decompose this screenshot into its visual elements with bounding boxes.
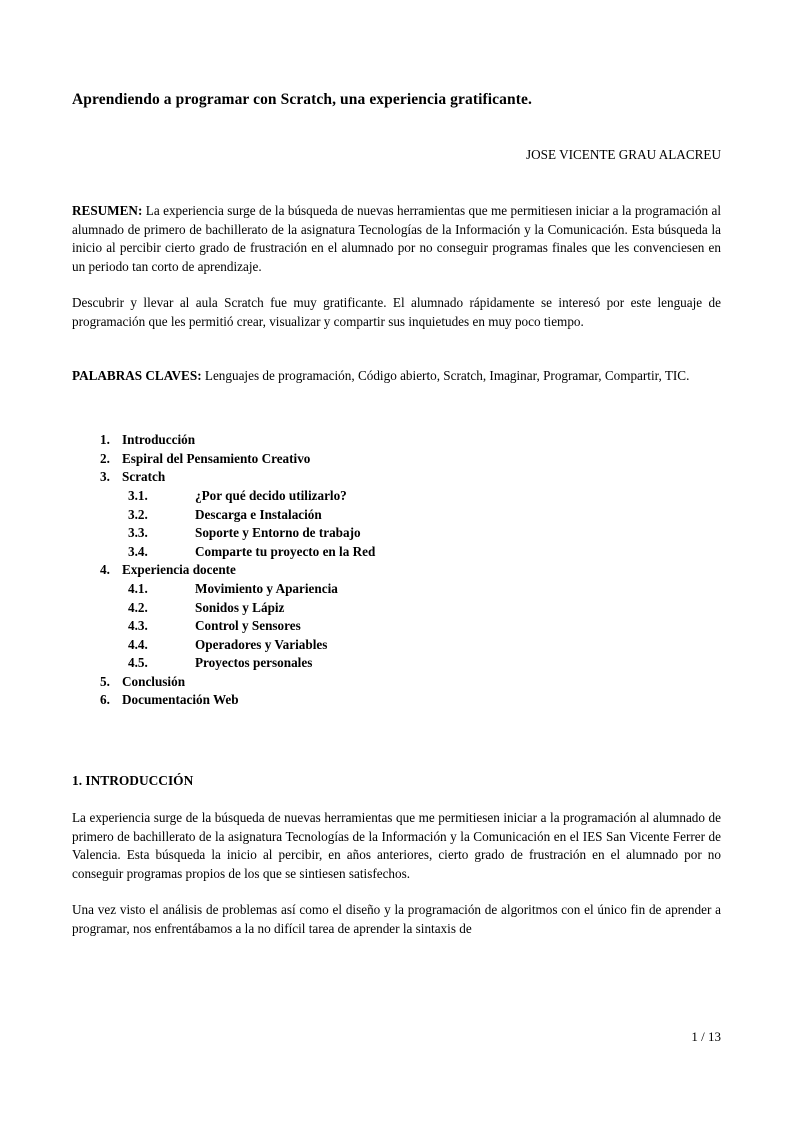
toc-entry[interactable] — [100, 431, 721, 450]
intro-paragraph-2: Una vez visto el análisis de problemas así como el diseño y la programación de algoritmos con el único fin de aprender a programar, nos enfrentábamos a la no difícil tarea de aprender la sintaxis de — [72, 902, 721, 937]
toc-subentry-number: 4.5. — [128, 655, 148, 671]
section-heading-introduccion: 1. INTRODUCCIÓN — [72, 773, 194, 789]
toc-subentry-label: ¿Por qué decido utilizarlo? — [195, 487, 347, 503]
toc-subentry[interactable] — [128, 524, 721, 543]
author-name: JOSE VICENTE GRAU ALACREU — [525, 147, 721, 162]
keywords-paragraph — [72, 332, 721, 386]
toc-entry-label: Documentación Web — [122, 692, 239, 708]
toc-subentry[interactable] — [128, 617, 721, 636]
page-title: Aprendiendo a programar con Scratch, una experiencia gratificante. — [72, 91, 532, 108]
toc-subentry[interactable] — [128, 599, 721, 618]
toc-subentry-number: 4.4. — [128, 636, 148, 652]
toc-entry-number: 4. — [100, 562, 110, 578]
toc-subentry-number: 3.2. — [128, 506, 148, 522]
toc-entry-label: Espiral del Pensamiento Creativo — [122, 450, 311, 466]
toc-entry[interactable] — [100, 468, 721, 487]
toc-subentry-label: Descarga e Instalación — [195, 506, 322, 522]
toc-subentry-label: Operadores y Variables — [195, 636, 328, 652]
intro-paragraph-1: La experiencia surge de la búsqueda de nuevas herramientas que me permitiesen iniciar a la programación al alumnado de primero de bachillerato de la asignatura Tecnologías de la Información y la Comunicación en el IES San Vicente Ferrer de Valencia. Esta búsqueda la inicio al percibir, en años anteriores, cierto grado de frustración en el alumnado por no conseguir programas propios de los que se sintiesen satisfechos. — [72, 810, 721, 881]
toc-entry-label: Experiencia docente — [122, 562, 236, 578]
abstract-paragraph-2: Descubrir y llevar al aula Scratch fue muy gratificante. El alumnado rápidamente se interesó por este lenguaje de programación que les permitió crear, visualizar y compartir sus inquietudes en muy poco tiempo. — [72, 295, 721, 329]
keywords-text: Lenguajes de programación, Código abierto, Scratch, Imaginar, Programar, Compartir, TIC. — [201, 367, 690, 383]
toc-entry[interactable] — [100, 561, 721, 580]
toc-subentry[interactable] — [128, 654, 721, 673]
toc-subentry[interactable] — [128, 506, 721, 525]
abstract-text-1: La experiencia surge de la búsqueda de nuevas herramientas que me permitiesen iniciar a la programación al alumnado de primero de bachillerato de la asignatura Tecnologías de la Información y la Comunicación. Esta búsqueda la inicio al percibir cierto grado de frustración en el alumnado por no conseguir programas finales que les convenciesen en un periodo tan corto de aprendizaje. — [72, 203, 721, 274]
toc-entry-number: 3. — [100, 469, 110, 485]
toc-subentry-label: Soporte y Entorno de trabajo — [195, 525, 361, 541]
page-number-footer: 1 / 13 — [691, 1029, 721, 1044]
abstract-paragraph-1 — [72, 163, 721, 276]
page-content — [72, 0, 721, 939]
toc-subentry-number: 4.3. — [128, 618, 148, 634]
toc-entry-label: Scratch — [122, 469, 166, 485]
toc-entry-label: Conclusión — [122, 673, 186, 689]
toc-subentry-number: 3.1. — [128, 487, 148, 503]
toc-subentry[interactable] — [128, 636, 721, 655]
table-of-contents — [72, 385, 721, 710]
toc-subentry-label: Control y Sensores — [195, 618, 301, 634]
toc-subentry-label: Sonidos y Lápiz — [195, 599, 285, 615]
toc-entry-number: 6. — [100, 692, 110, 708]
abstract-label: RESUMEN: — [72, 203, 143, 218]
toc-entry-number: 5. — [100, 673, 110, 689]
toc-subentry-label: Comparte tu proyecto en la Red — [195, 543, 376, 559]
toc-subentry-number: 4.2. — [128, 599, 148, 615]
toc-subentry[interactable] — [128, 580, 721, 599]
toc-subentry-number: 4.1. — [128, 580, 148, 596]
toc-subentry-label: Movimiento y Apariencia — [195, 580, 338, 596]
toc-entry[interactable] — [100, 673, 721, 692]
toc-entry-label: Introducción — [122, 432, 196, 448]
keywords-label: PALABRAS CLAVES: — [72, 367, 202, 383]
toc-subentry-number: 3.4. — [128, 543, 148, 559]
toc-entry-number: 1. — [100, 432, 110, 448]
toc-subentry[interactable] — [128, 543, 721, 562]
toc-subentry-label: Proyectos personales — [195, 655, 313, 671]
toc-entry-number: 2. — [100, 450, 110, 466]
toc-subentry-number: 3.3. — [128, 525, 148, 541]
toc-entry[interactable] — [100, 450, 721, 469]
toc-subentry[interactable] — [128, 487, 721, 506]
toc-entry[interactable] — [100, 691, 721, 710]
